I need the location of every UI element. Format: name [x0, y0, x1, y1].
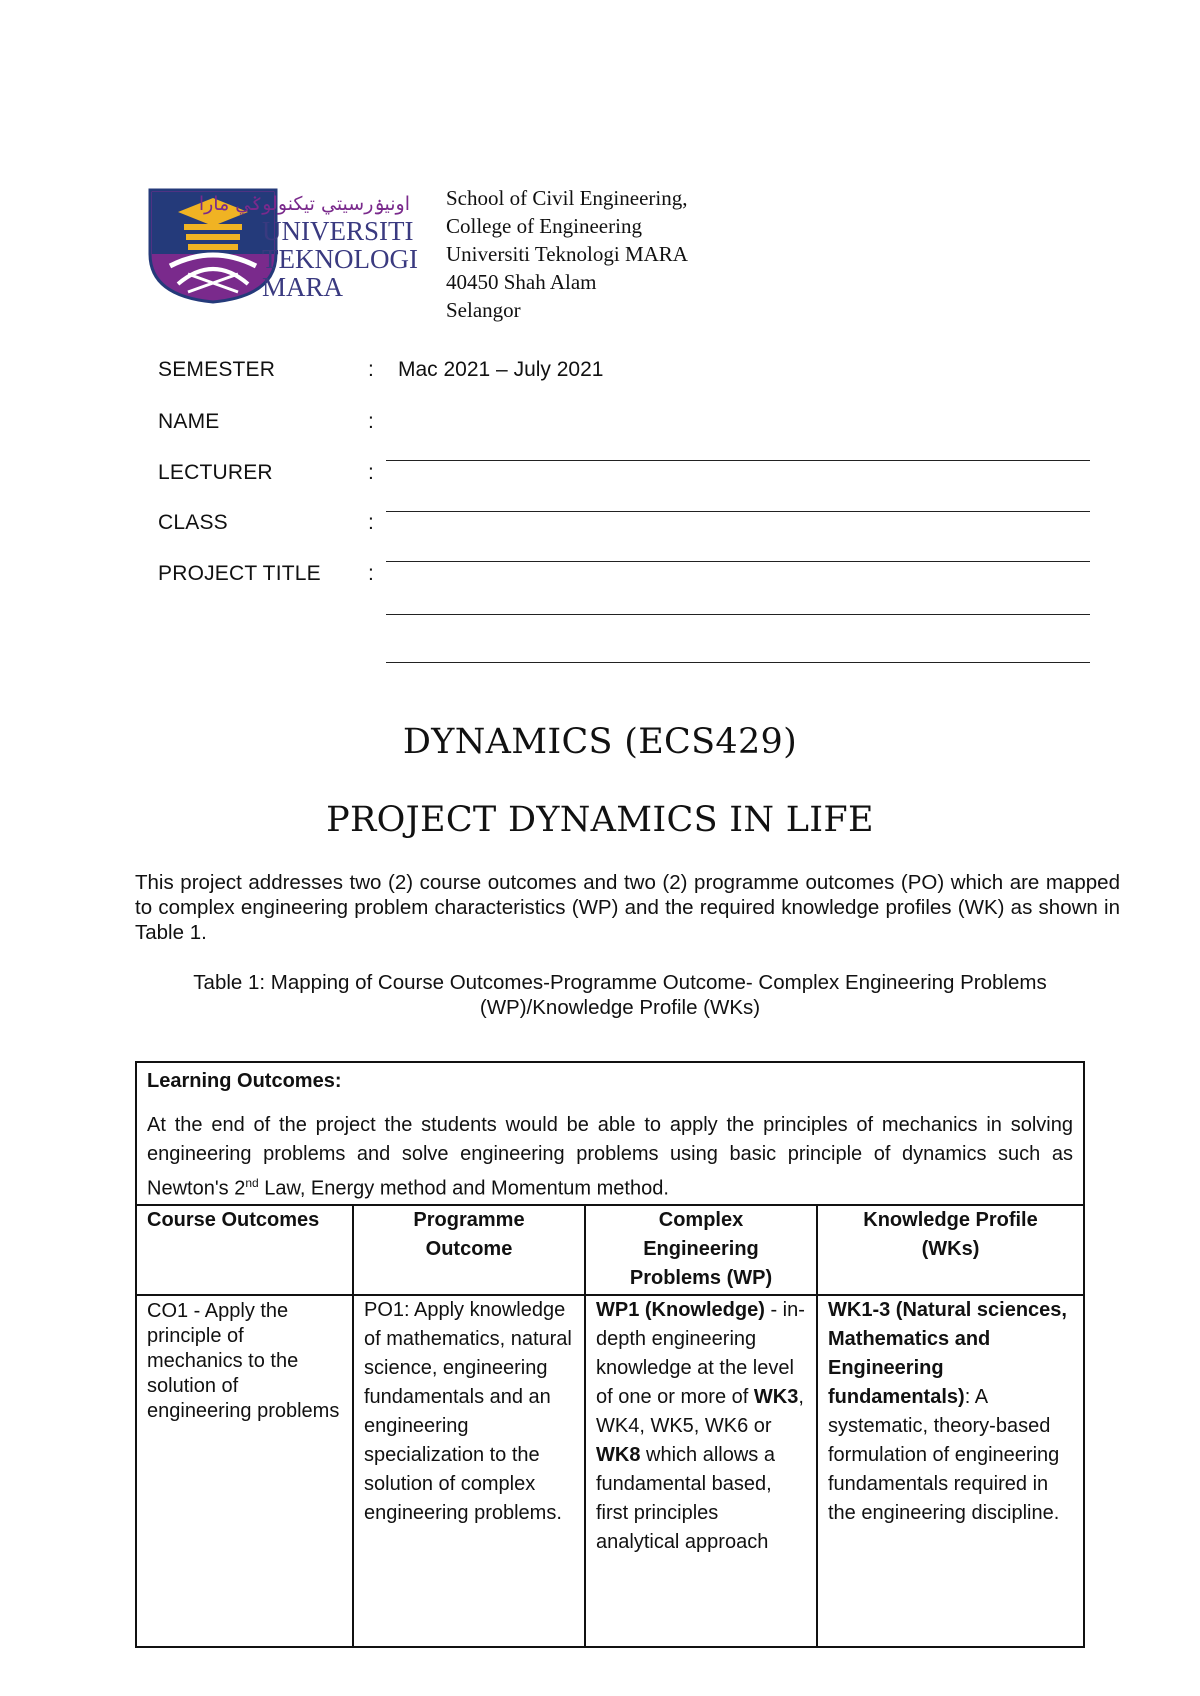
learning-outcomes-text: [147, 1111, 1073, 1204]
complex-problems-column: [584, 1206, 816, 1646]
semester-value: Mac 2021 – July 2021: [398, 358, 604, 381]
class-colon: :: [368, 511, 374, 534]
learning-outcomes-cell: [137, 1063, 1083, 1206]
lo-text-part: At the end of the project the students would be able to apply the principles of mechanics in solving engineering problems and solve engineering problems using basic principle of dynamics such as Newton's 2: [147, 1114, 1073, 1200]
lo-text-part: Law, Energy method and Momentum method.: [258, 1177, 669, 1200]
po1-cell: PO1: Apply knowledge of mathematics, natural science, engineering fundamentals and an engineering specialization to the solution of complex engineering problems.: [364, 1299, 572, 1524]
course-outcomes-column: [137, 1206, 352, 1646]
knowledge-profile-header: Knowledge Profile (WKs): [818, 1206, 1083, 1296]
wp1-wk3: WK3: [753, 1386, 799, 1408]
wp1-title: WP1 (Knowledge): [596, 1299, 765, 1321]
project-title-field-line[interactable]: [386, 614, 1090, 615]
wp1-text: which allows a fundamental based, first principles analytical approach: [596, 1444, 775, 1553]
lecturer-label: LECTURER: [158, 461, 273, 484]
co1-cell: CO1 - Apply the principle of mechanics to the solution of engineering problems: [147, 1300, 340, 1422]
name-field-line[interactable]: [386, 460, 1090, 461]
name-label: NAME: [158, 410, 220, 433]
wp1-wk8: WK8: [596, 1444, 641, 1466]
wp1-cell: [586, 1296, 816, 1557]
address-line: College of Engineering: [446, 214, 642, 238]
wp1-text: - in-depth engineering knowledge at the level of one or more of: [596, 1299, 805, 1408]
address-line: Selangor: [446, 298, 521, 322]
project-title-label: PROJECT TITLE: [158, 562, 321, 585]
lecturer-field-line[interactable]: [386, 511, 1090, 512]
address-line: Universiti Teknologi MARA: [446, 242, 688, 266]
table-caption: Table 1: Mapping of Course Outcomes-Programme Outcome- Complex Engineering Problems (WP)/Knowledge Profile (WKs): [193, 971, 1047, 1019]
course-title: DYNAMICS (ECS429): [402, 722, 798, 762]
logo-line2: TEKNOLOGI: [262, 244, 418, 274]
knowledge-profile-column: [816, 1206, 1083, 1646]
logo-jawi-text: اونيۏرسيتي تيکنولوݢي مارا: [198, 193, 410, 215]
project-title-colon: :: [368, 562, 374, 585]
logo-line1: UNIVERSITI: [262, 216, 414, 246]
semester-label: SEMESTER: [158, 358, 276, 381]
wk1-text: : A systematic, theory-based formulation of engineering fundamentals required in the engineering discipline.: [828, 1386, 1060, 1524]
wk1-title: WK1-3 (Natural sciences, Mathematics and Engineering fundamentals): [828, 1299, 1067, 1408]
uitm-logo: [148, 184, 428, 304]
learning-outcomes-heading: Learning Outcomes:: [147, 1070, 342, 1092]
address-line: School of Civil Engineering,: [446, 186, 688, 210]
address-line: 40450 Shah Alam: [446, 270, 597, 294]
school-address: [446, 184, 688, 324]
project-title: PROJECT DYNAMICS IN LIFE: [326, 800, 874, 840]
logo-line3: MARA: [262, 272, 344, 302]
semester-colon: :: [368, 358, 374, 381]
wp1-text: , WK4, WK5, WK6 or: [596, 1386, 804, 1437]
wk1-cell: [818, 1296, 1083, 1528]
name-colon: :: [368, 410, 374, 433]
class-label: CLASS: [158, 511, 228, 534]
intro-paragraph: This project addresses two (2) course outcomes and two (2) programme outcomes (PO) which are mapped to complex engineering problem characteristics (WP) and the required knowledge profiles (WK) as shown in Table 1.: [135, 871, 1120, 944]
complex-problems-header: Complex Engineering Problems (WP): [586, 1206, 816, 1296]
lo-text-sup: nd: [245, 1176, 259, 1190]
mapping-table: [135, 1061, 1085, 1648]
lecturer-colon: :: [368, 461, 374, 484]
project-title-field-line-2[interactable]: [386, 662, 1090, 663]
class-field-line[interactable]: [386, 561, 1090, 562]
programme-outcome-column: [352, 1206, 584, 1646]
course-outcomes-header: Course Outcomes: [137, 1206, 352, 1296]
programme-outcome-header: Programme Outcome: [354, 1206, 584, 1296]
